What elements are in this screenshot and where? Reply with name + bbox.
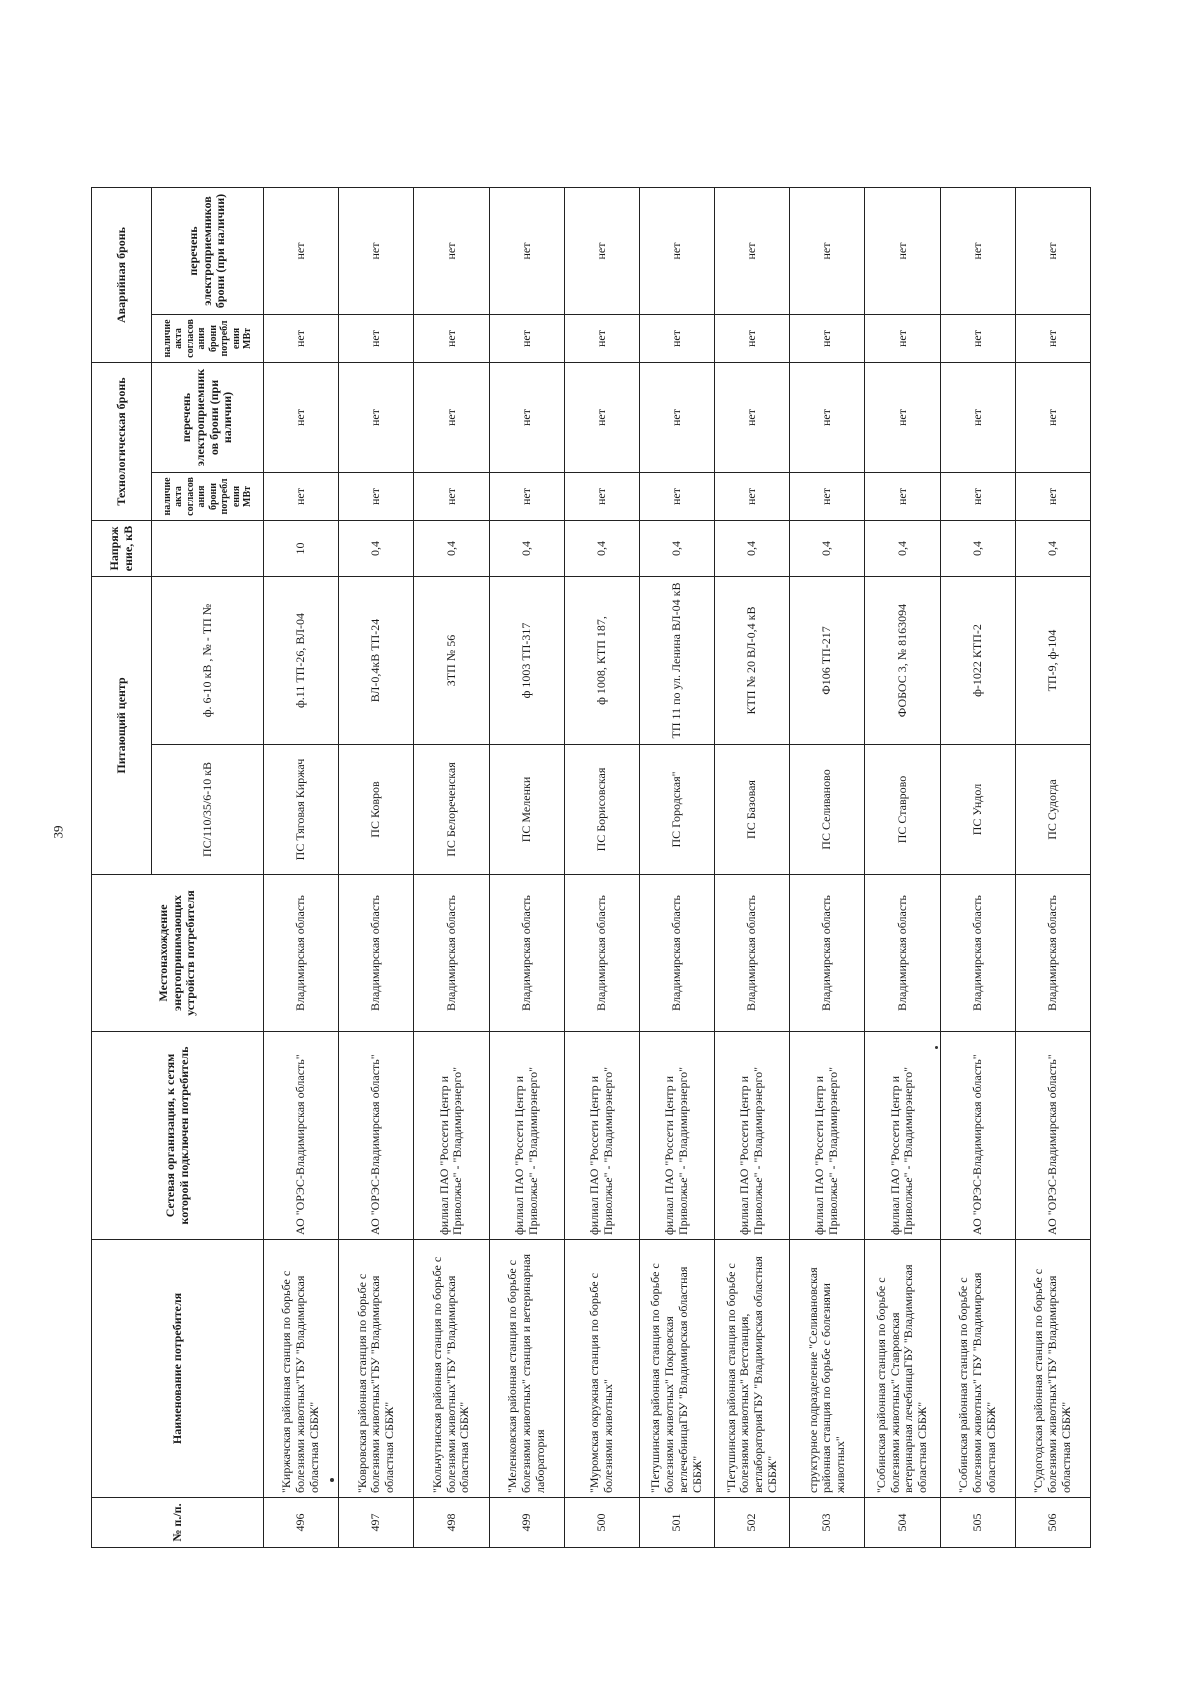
table-row bbox=[414, 187, 489, 1547]
consumer-name: "Собинская районная станция по борьбе с болезнями животных" ГБУ "Владимирская областная СББЖ" bbox=[940, 1240, 1015, 1498]
header-voltage: Напряжение, кВ bbox=[92, 520, 152, 576]
tech-act: нет bbox=[264, 472, 339, 520]
table-row bbox=[865, 187, 940, 1547]
feeder: КТП № 20 ВЛ-0,4 кВ bbox=[715, 576, 790, 744]
tech-act: нет bbox=[790, 472, 865, 520]
consumer-name: структурное подразделение "Селивановская районная станция по борьбе с болезнями животных" bbox=[790, 1240, 865, 1498]
feeder: ФОБОС 3, № 8163094 bbox=[865, 576, 940, 744]
network-org: филиал ПАО "Россети Центр и Приволжье" - "Владимирэнерго" bbox=[414, 1032, 489, 1240]
rotated-table-container bbox=[91, 188, 1091, 1548]
substation: ПС Селиваново bbox=[790, 745, 865, 875]
header-tech-reserve: Технологическая бронь bbox=[92, 362, 152, 520]
table-row bbox=[489, 187, 564, 1547]
header-substation: ПС/110/35/6-10 кВ bbox=[152, 745, 264, 875]
header-name: Наименование потребителя bbox=[92, 1240, 264, 1498]
location: Владимирская область bbox=[865, 875, 940, 1032]
tech-list: нет bbox=[865, 362, 940, 472]
header-voltage-blank bbox=[152, 520, 264, 576]
emerg-list: нет bbox=[564, 187, 639, 314]
consumer-name: "Кольчугинская районная станция по борьбе с болезнями животных"ГБУ "Владимирская областная СББЖ" bbox=[414, 1240, 489, 1498]
voltage: 0,4 bbox=[790, 520, 865, 576]
voltage: 10 bbox=[264, 520, 339, 576]
emerg-list: нет bbox=[940, 187, 1015, 314]
voltage: 0,4 bbox=[865, 520, 940, 576]
row-num: 504 bbox=[865, 1498, 940, 1548]
feeder: ЗТП № 56 bbox=[414, 576, 489, 744]
emerg-act: нет bbox=[940, 314, 1015, 362]
row-num: 497 bbox=[339, 1498, 414, 1548]
voltage: 0,4 bbox=[414, 520, 489, 576]
tech-act: нет bbox=[865, 472, 940, 520]
row-num: 503 bbox=[790, 1498, 865, 1548]
header-tech-act: наличие акта согласования брони потребления МВт bbox=[152, 472, 264, 520]
location: Владимирская область bbox=[414, 875, 489, 1032]
emerg-list: нет bbox=[639, 187, 714, 314]
location: Владимирская область bbox=[339, 875, 414, 1032]
tech-act: нет bbox=[489, 472, 564, 520]
table-row bbox=[940, 187, 1015, 1547]
feeder: ф-1022 КТП-2 bbox=[940, 576, 1015, 744]
voltage: 0,4 bbox=[1015, 520, 1090, 576]
emerg-act: нет bbox=[564, 314, 639, 362]
location: Владимирская область bbox=[489, 875, 564, 1032]
emerg-act: нет bbox=[715, 314, 790, 362]
header-feeder: ф. 6-10 кВ , № - ТП № bbox=[152, 576, 264, 744]
row-num: 496 bbox=[264, 1498, 339, 1548]
substation: ПС Меленки bbox=[489, 745, 564, 875]
consumer-name: "Киржачская районная станция по борьбе с болезнями животных"ГБУ "Владимирская областная СББЖ" bbox=[264, 1240, 339, 1498]
tech-list: нет bbox=[414, 362, 489, 472]
voltage: 0,4 bbox=[940, 520, 1015, 576]
row-num: 498 bbox=[414, 1498, 489, 1548]
table-row bbox=[339, 187, 414, 1547]
feeder: ВЛ-0,4кВ ТП-24 bbox=[339, 576, 414, 744]
consumer-name: "Петушинская районная станция по борьбе с болезнями животных" Ветстанция, ветлабораторияГБУ "Владимирская областная СББЖ" bbox=[715, 1240, 790, 1498]
tech-list: нет bbox=[940, 362, 1015, 472]
network-org: филиал ПАО "Россети Центр и Приволжье" - "Владимирэнерго" bbox=[790, 1032, 865, 1240]
tech-list: нет bbox=[1015, 362, 1090, 472]
location: Владимирская область bbox=[264, 875, 339, 1032]
substation: ПС Борисовская bbox=[564, 745, 639, 875]
row-num: 502 bbox=[715, 1498, 790, 1548]
feeder: ф 1008, КТП 187, bbox=[564, 576, 639, 744]
row-num: 501 bbox=[639, 1498, 714, 1548]
substation: ПС Базовая bbox=[715, 745, 790, 875]
row-num: 500 bbox=[564, 1498, 639, 1548]
location: Владимирская область bbox=[564, 875, 639, 1032]
header-feeding-center: Питающий центр bbox=[92, 576, 152, 874]
tech-list: нет bbox=[790, 362, 865, 472]
tech-act: нет bbox=[715, 472, 790, 520]
scan-speck bbox=[330, 1478, 334, 1482]
emerg-list: нет bbox=[1015, 187, 1090, 314]
tech-act: нет bbox=[940, 472, 1015, 520]
emerg-act: нет bbox=[790, 314, 865, 362]
substation: ПС Ковров bbox=[339, 745, 414, 875]
header-location: Местонахождение энергопринимающих устройств потребителя bbox=[92, 875, 264, 1032]
network-org: филиал ПАО "Россети Центр и Приволжье" - "Владимирэнерго" bbox=[715, 1032, 790, 1240]
header-num: № п./п. bbox=[92, 1498, 264, 1548]
voltage: 0,4 bbox=[639, 520, 714, 576]
emerg-list: нет bbox=[489, 187, 564, 314]
voltage: 0,4 bbox=[564, 520, 639, 576]
location: Владимирская область bbox=[639, 875, 714, 1032]
header-emerg-act: наличие акта согласования брони потребления МВт bbox=[152, 314, 264, 362]
network-org: АО "ОРЭС-Владимирская область" bbox=[264, 1032, 339, 1240]
emerg-list: нет bbox=[715, 187, 790, 314]
tech-act: нет bbox=[414, 472, 489, 520]
substation: ПС Ставрово bbox=[865, 745, 940, 875]
network-org: филиал ПАО "Россети Центр и Приволжье" - "Владимирэнерго" bbox=[639, 1032, 714, 1240]
location: Владимирская область bbox=[940, 875, 1015, 1032]
header-row-1 bbox=[92, 187, 152, 1547]
location: Владимирская область bbox=[715, 875, 790, 1032]
voltage: 0,4 bbox=[339, 520, 414, 576]
tech-list: нет bbox=[489, 362, 564, 472]
scan-speck bbox=[935, 1046, 938, 1049]
network-org: АО "ОРЭС-Владимирская область" bbox=[940, 1032, 1015, 1240]
emerg-act: нет bbox=[414, 314, 489, 362]
tech-act: нет bbox=[1015, 472, 1090, 520]
consumer-name: "Ковровская районная станция по борьбе с болезнями животных"ГБУ "Владимирская областная СББЖ" bbox=[339, 1240, 414, 1498]
feeder: Ф106 ТП-217 bbox=[790, 576, 865, 744]
row-num: 506 bbox=[1015, 1498, 1090, 1548]
tech-list: нет bbox=[639, 362, 714, 472]
table-row bbox=[1015, 187, 1090, 1547]
emerg-act: нет bbox=[865, 314, 940, 362]
feeder: ТП 11 по ул. Ленина ВЛ-04 кВ bbox=[639, 576, 714, 744]
table-row bbox=[790, 187, 865, 1547]
tech-list: нет bbox=[715, 362, 790, 472]
row-num: 499 bbox=[489, 1498, 564, 1548]
table-row bbox=[715, 187, 790, 1547]
feeder: ф 1003 ТП-317 bbox=[489, 576, 564, 744]
consumer-name: "Судогодская районная станция по борьбе с болезнями животных"ГБУ "Владимирская областная СББЖ" bbox=[1015, 1240, 1090, 1498]
emerg-act: нет bbox=[639, 314, 714, 362]
header-network-org: Сетевая организация, к сетям которой подключен потребитель bbox=[92, 1032, 264, 1240]
tech-list: нет bbox=[339, 362, 414, 472]
network-org: филиал ПАО "Россети Центр и Приволжье" - "Владимирэнерго" bbox=[489, 1032, 564, 1240]
emerg-list: нет bbox=[414, 187, 489, 314]
emerg-act: нет bbox=[1015, 314, 1090, 362]
emerg-act: нет bbox=[339, 314, 414, 362]
consumer-name: "Петушинская районная станция по борьбе с болезнями животных" Покровская ветлечебницаГБУ "Владимирская областная СББЖ" bbox=[639, 1240, 714, 1498]
voltage: 0,4 bbox=[489, 520, 564, 576]
substation: ПС Белореченская bbox=[414, 745, 489, 875]
page-number: 39 bbox=[50, 825, 66, 839]
network-org: АО "ОРЭС-Владимирская область" bbox=[339, 1032, 414, 1240]
table-row bbox=[264, 187, 339, 1547]
network-org: филиал ПАО "Россети Центр и Приволжье" - "Владимирэнерго" bbox=[564, 1032, 639, 1240]
emerg-act: нет bbox=[264, 314, 339, 362]
tech-act: нет bbox=[639, 472, 714, 520]
tech-act: нет bbox=[564, 472, 639, 520]
tech-list: нет bbox=[564, 362, 639, 472]
location: Владимирская область bbox=[790, 875, 865, 1032]
header-emerg-reserve: Аварийная бронь bbox=[92, 187, 152, 362]
tech-act: нет bbox=[339, 472, 414, 520]
network-org: филиал ПАО "Россети Центр и Приволжье" - "Владимирэнерго" bbox=[865, 1032, 940, 1240]
feeder: ф.11 ТП-26, ВЛ-04 bbox=[264, 576, 339, 744]
emerg-act: нет bbox=[489, 314, 564, 362]
table-row bbox=[564, 187, 639, 1547]
row-num: 505 bbox=[940, 1498, 1015, 1548]
header-emerg-list: перечень электроприемников брони (при наличии) bbox=[152, 187, 264, 314]
substation: ПС Ундол bbox=[940, 745, 1015, 875]
substation: ПС Тяговая Киржач bbox=[264, 745, 339, 875]
tech-list: нет bbox=[264, 362, 339, 472]
consumer-name: "Муромская окружная станция по борьбе с болезнями животных" bbox=[564, 1240, 639, 1498]
feeder: ТП-9, ф-104 bbox=[1015, 576, 1090, 744]
voltage: 0,4 bbox=[715, 520, 790, 576]
location: Владимирская область bbox=[1015, 875, 1090, 1032]
reserve-table bbox=[91, 187, 1091, 1548]
emerg-list: нет bbox=[790, 187, 865, 314]
consumer-name: "Собинская районная станция по борьбе с болезнями животных" Ставровская ветеринарная лечебницаГБУ "Владимирская областная СББЖ" bbox=[865, 1240, 940, 1498]
table-row bbox=[639, 187, 714, 1547]
header-tech-list: перечень электроприемников брони (при наличии) bbox=[152, 362, 264, 472]
substation: ПС Судогда bbox=[1015, 745, 1090, 875]
emerg-list: нет bbox=[264, 187, 339, 314]
network-org: АО "ОРЭС-Владимирская область" bbox=[1015, 1032, 1090, 1240]
substation: ПС Городская" bbox=[639, 745, 714, 875]
emerg-list: нет bbox=[865, 187, 940, 314]
consumer-name: "Меленковская районная станция по борьбе с болезнями животных" станция и ветеринарная лаборатория bbox=[489, 1240, 564, 1498]
emerg-list: нет bbox=[339, 187, 414, 314]
